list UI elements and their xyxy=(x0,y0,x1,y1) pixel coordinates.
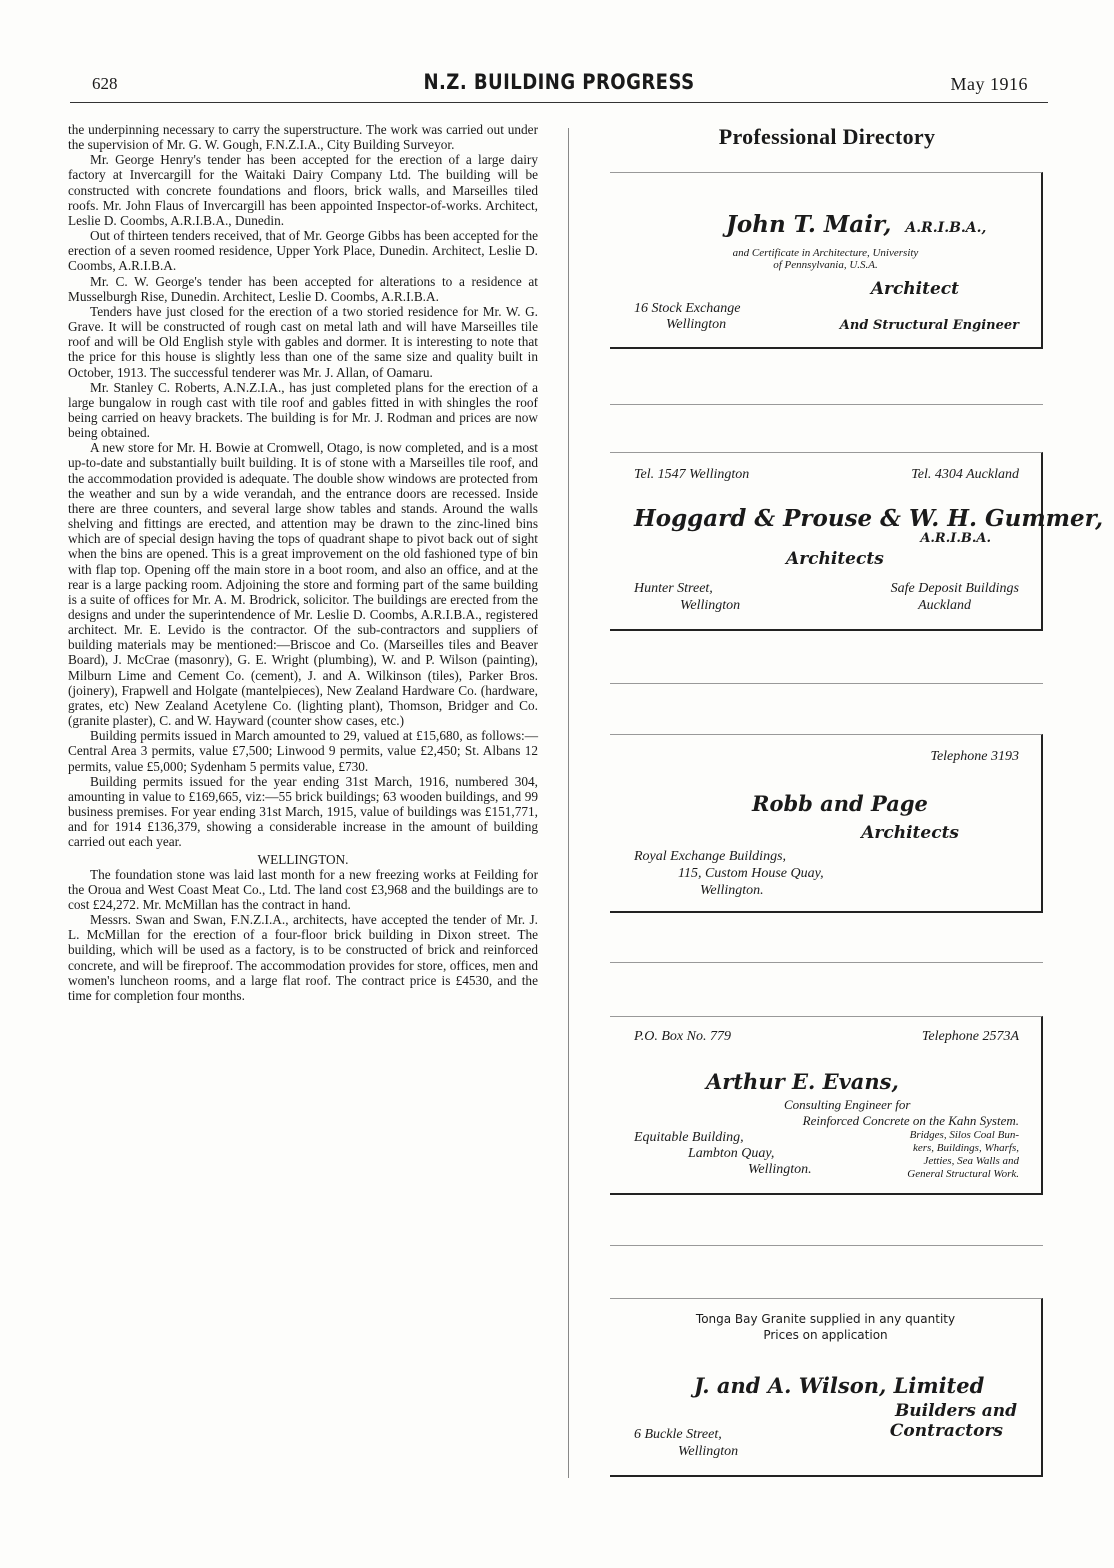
robb-telephone: Telephone 3193 xyxy=(930,749,1019,764)
evans-address: Equitable Building, xyxy=(634,1130,744,1145)
mair-address: 16 Stock Exchange xyxy=(634,301,741,316)
article-paragraph: Building permits issued in March amounted to 29, valued at £15,680, as follows:—Central Area 3 permits, value £7,500; Linwood 9 permits, value £2,450; St. Albans 12 permits, value £5,000; Sydenham 5 permits value, £730. xyxy=(68,728,538,774)
article-paragraph: Out of thirteen tenders received, that of Mr. George Gibbs has been accepted for the erection of a seven roomed residence, Upper York Place, Dunedin. Architect, Leslie D. Coombs, A.R.I.B.A. xyxy=(68,228,538,274)
article-paragraph: Mr. George Henry's tender has been accepted for the erection of a large dairy factory at Invercargill for the Waitaki Dairy Company Ltd. The building will be constructed with concrete foundations and floors, brick walls, and Marseilles tiled roofs. Mr. John Flaus of Invercargill has been appointed Inspector-of-works. Architect, Leslie D. Coombs, A.R.I.B.A., Dunedin. xyxy=(68,152,538,228)
article-paragraph: the underpinning necessary to carry the superstructure. The work was carried out under the supervision of Mr. G. W. Gough, F.N.Z.I.A., City Building Surveyor. xyxy=(68,122,538,153)
article-column xyxy=(68,122,538,1003)
directory-separator xyxy=(610,683,1043,684)
wilson-role: Builders and xyxy=(894,1401,1017,1421)
wilson-tagline: Prices on application xyxy=(763,1328,888,1342)
article-paragraph: Messrs. Swan and Swan, F.N.Z.I.A., architects, have accepted the tender of Mr. J. L. McMillan for the erection of a four-floor brick building in Dixon street. The building, which will be used as a factory, is to be constructed of brick and reinforced concrete, and will be fireproof. The accommodation provides for store, offices, men and women's luncheon rooms, and a large flat roof. The contract price is £4530, and the time for completion four months. xyxy=(68,912,538,1003)
mair-qualification: A.R.I.B.A., xyxy=(905,220,987,236)
column-divider xyxy=(568,128,569,1478)
page-header xyxy=(70,70,1048,103)
robb-address: Wellington. xyxy=(700,883,764,898)
hoggard-address-left: Hunter Street, xyxy=(634,581,713,596)
evans-services: General Structural Work. xyxy=(907,1168,1019,1180)
mair-name: John T. Mair, xyxy=(726,211,892,238)
journal-title: N.Z. BUILDING PROGRESS xyxy=(423,70,695,94)
hoggard-qualification: A.R.I.B.A. xyxy=(920,531,991,546)
hoggard-role: Architects xyxy=(786,549,884,569)
evans-services: Bridges, Silos Coal Bun- xyxy=(909,1129,1019,1141)
evans-role: Consulting Engineer for xyxy=(784,1097,911,1112)
mair-certificate-line: and Certificate in Architecture, University xyxy=(732,247,919,259)
issue-date: May 1916 xyxy=(950,74,1028,94)
section-heading: WELLINGTON. xyxy=(257,851,349,867)
hoggard-address-right: Safe Deposit Buildings xyxy=(890,581,1019,596)
directory-card-evans xyxy=(610,1016,1043,1195)
hoggard-tel-auckland: Tel. 4304 Auckland xyxy=(911,467,1019,482)
evans-address: Wellington. xyxy=(748,1162,812,1177)
wilson-role: Contractors xyxy=(889,1421,1003,1441)
article-paragraph: The foundation stone was laid last month for a new freezing works at Feilding for the Oroua and West Coast Meat Co., Ltd. The land cost £3,968 and the buildings are to cost £24,272. Mr. McMillan has the contract in hand. xyxy=(68,866,538,912)
robb-address: 115, Custom House Quay, xyxy=(678,866,824,881)
wilson-address: Wellington xyxy=(678,1444,739,1459)
directory-separator xyxy=(610,404,1043,405)
directory-separator xyxy=(610,962,1043,963)
mair-certificate-line: of Pennsylvania, U.S.A. xyxy=(773,259,878,271)
mair-role: Architect xyxy=(870,279,959,299)
wilson-name: J. and A. Wilson, Limited xyxy=(694,1373,985,1398)
directory-card-wilson xyxy=(610,1298,1043,1477)
article-paragraph: Mr. Stanley C. Roberts, A.N.Z.I.A., has just completed plans for the erection of a large bungalow in rough cast with tile roof and gables fitted in with shingles the roof being carried on heavy brackets. The building is for Mr. J. Rodman and prices are now being obtained. xyxy=(68,379,538,441)
directory-separator xyxy=(610,1245,1043,1246)
evans-services: kers, Buildings, Wharfs, xyxy=(912,1142,1019,1154)
hoggard-name: Hoggard & Prouse & W. H. Gummer, xyxy=(634,505,1104,532)
directory-card-robb xyxy=(610,734,1043,913)
article-paragraph: Mr. C. W. George's tender has been accepted for alterations to a residence at Musselburgh Rise, Dunedin. Architect, Leslie D. Coombs, A.R.I.B.A. xyxy=(68,273,538,304)
hoggard-tel-wellington: Tel. 1547 Wellington xyxy=(634,467,750,482)
robb-role: Architects xyxy=(861,823,959,843)
evans-telephone: Telephone 2573A xyxy=(921,1029,1019,1044)
page-number: 628 xyxy=(92,74,118,93)
hoggard-address-right: Auckland xyxy=(918,598,971,613)
mair-role-secondary: And Structural Engineer xyxy=(839,318,1019,333)
evans-role: Reinforced Concrete on the Kahn System. xyxy=(802,1113,1019,1128)
wilson-tagline: Tonga Bay Granite supplied in any quantity xyxy=(695,1312,956,1326)
article-paragraph: Building permits issued for the year ending 31st March, 1916, numbered 304, amounting in value to £169,665, viz:—55 brick buildings; 63 wooden buildings, and 99 business premises. For year ending 31st March, 1915, value of buildings was £151,771, and for 1914 £136,379, showing a considerable increase in the amount of building carried out each year. xyxy=(68,773,538,850)
evans-po-box: P.O. Box No. 779 xyxy=(634,1029,731,1044)
evans-name: Arthur E. Evans, xyxy=(706,1069,899,1094)
robb-address: Royal Exchange Buildings, xyxy=(634,849,787,864)
article-paragraph: A new store for Mr. H. Bowie at Cromwell, Otago, is now completed, and is a most up-to-date and substantially built building. It is of stone with a Marseilles tile roof, and the accommodation provided is adequate. The double show windows are protected from the weather and sun by a wide verandah, and the entrance doors are recessed. Inside there are three counters, and several large show tables and stands. Around the walls shelving and fittings are erected, and attention may be drawn to the zinc-lined bins which are of special design having the tops of quadrant shape to pivot back out of sight when the bins are opened. This is a great improvement on the old fashioned type of bin with flap top. Opening off the main store in a boot room, and also an office, and at the rear is a large packing room. Adjoining the store and forming part of the same building is a suite of offices for Mr. A. M. Brodrick, solicitor. The buildings are erected from the designs and under the superintendence of Mr. Leslie D. Coombs, A.R.I.B.A., registered architect. Mr. E. Levido is the contractor. Of the sub-contractors and suppliers of building materials may be mentioned:—Briscoe and Co. (Marseilles tiles and Beaver Board), J. McCrae (masonry), G. E. Wright (plumbing), W. and P. Wilson (painting), Milburn Lime and Cement Co. (cement), J. and A. Wilkinson (tiles), Parker Bros. (joinery), Frapwell and Holgate (mantelpieces), New Zealand Hardware Co. (hardware, grates, etc) New Zealand Acetylene Co. (lighting plant), Thomson, Bridger and Co. (granite plaster), C. and W. Hayward (counter show cases, etc.) xyxy=(68,440,538,729)
hoggard-address-left: Wellington xyxy=(680,598,741,613)
evans-address: Lambton Quay, xyxy=(688,1146,775,1161)
directory-title: Professional Directory xyxy=(718,124,936,149)
mair-address: Wellington xyxy=(666,317,727,332)
evans-services: Jetties, Sea Walls and xyxy=(923,1155,1019,1167)
directory-card-hoggard xyxy=(610,452,1104,631)
article-paragraph: Tenders have just closed for the erection of a two storied residence for Mr. W. G. Grave. It will be constructed of rough cast on metal lath and will have Marseilles tile roof and will be Old English style with gables and dormer. It is interesting to note that the price for this house is slightly less than one of the same size and quality built in October, 1913. The successful tenderer was Mr. J. Allan, of Oamaru. xyxy=(68,303,538,380)
robb-name: Robb and Page xyxy=(752,791,928,816)
wilson-address: 6 Buckle Street, xyxy=(634,1427,722,1442)
directory-card-mair xyxy=(610,172,1043,349)
